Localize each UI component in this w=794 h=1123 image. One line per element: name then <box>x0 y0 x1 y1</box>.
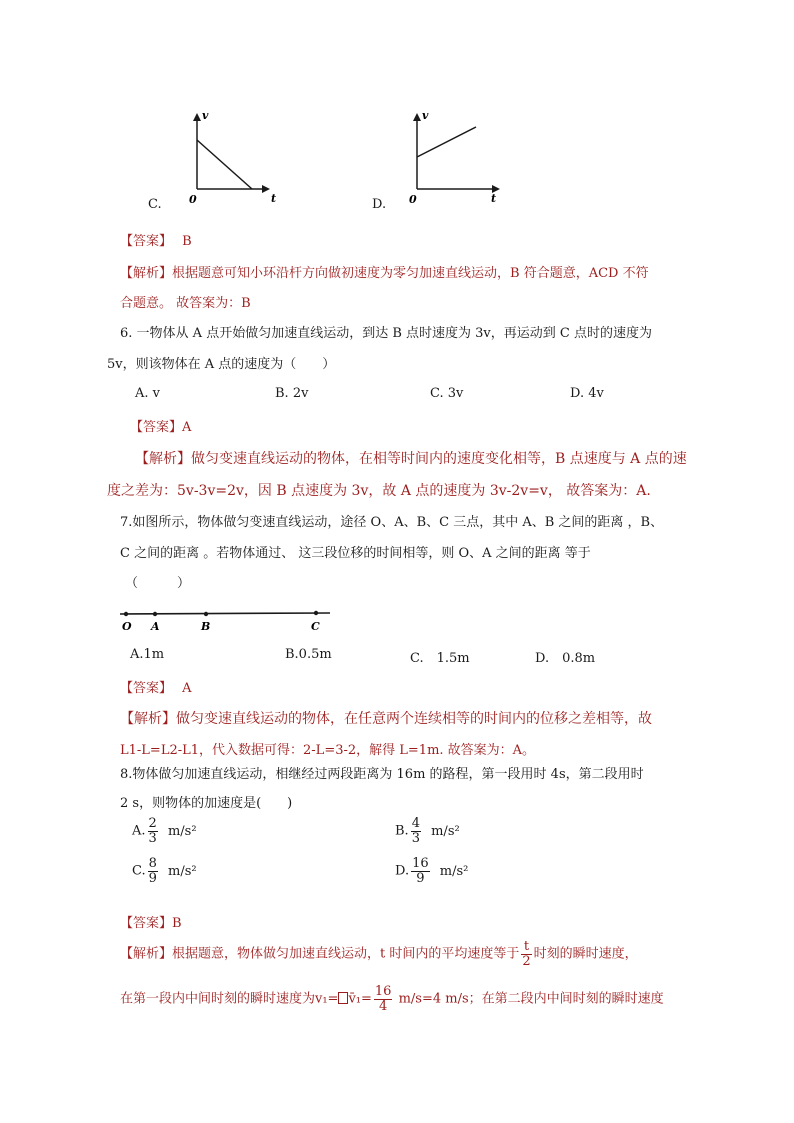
graph-c <box>140 105 300 215</box>
fraction-denominator: 4 <box>379 998 388 1014</box>
analysis-text: 在第一段内中间时刻的瞬时速度为v₁= <box>120 991 339 1007</box>
graph-d-t-label: t <box>491 192 497 205</box>
fraction-denominator: 9 <box>416 870 425 886</box>
answer-value: B <box>172 916 182 931</box>
q6-analysis-line2: 度之差为：5v-3v=2v，因 B 点速度为 3v，故 A 点的速度为 3v-2v=v， 故答案为：A. <box>107 483 651 499</box>
analysis-text: 做匀变速直线运动的物体，在任意两个连续相等的时间内的位移之差相等，故 <box>176 711 652 727</box>
analysis-text: 根据题意，物体做匀加速直线运动，t 时间内的平均速度等于 <box>172 946 520 962</box>
point-c-label: C <box>311 620 320 633</box>
avg-velocity-symbol: v̄₁= <box>348 991 372 1007</box>
answer-label: 【答案】 <box>120 681 173 696</box>
q7-stem-line2: C 之间的距离 。若物体通过、 这三段位移的时间相等，则 O、A 之间的距离 等于 <box>120 546 591 561</box>
analysis-text: 根据题意可知小环沿杆方向做初速度为零匀加速直线运动，B 符合题意，ACD 不符 <box>172 266 649 281</box>
q5-analysis-line1 <box>120 262 649 281</box>
q7-stem-line1: 7.如图所示，物体做匀变速直线运动，途径 O、A、B、C 三点，其中 A、B 之间的距离 ，B、 <box>120 515 664 530</box>
analysis-label: 【解析】 <box>120 266 173 281</box>
answer-value: A <box>182 420 192 435</box>
q6-answer <box>130 416 191 435</box>
q7-option-c: C. 1.5m <box>410 651 470 666</box>
option-prefix: C. <box>132 863 146 879</box>
fraction-numerator: t <box>521 940 531 955</box>
option-fraction <box>148 817 158 845</box>
graph-c-v-label: v <box>202 109 209 122</box>
q8-stem-line2: 2 s，则物体的加速度是( ) <box>120 796 293 811</box>
fraction-numerator: 4 <box>411 816 420 831</box>
option-unit: m/s² <box>168 863 197 879</box>
graph-c-t-label: t <box>271 192 277 205</box>
analysis-text-cont: m/s=4 m/s；在第二段内中间时刻的瞬时速度 <box>394 991 664 1007</box>
q6-option-d: D. 4v <box>570 386 604 401</box>
point-o-label: O <box>122 620 132 633</box>
half-time-fraction <box>521 940 531 968</box>
option-fraction <box>411 857 430 885</box>
analysis-label: 【解析】 <box>120 711 176 727</box>
point-b-label: B <box>201 620 211 633</box>
q8-answer <box>120 912 182 931</box>
q8-option-b <box>395 817 460 845</box>
option-fraction <box>411 817 421 845</box>
option-prefix: B. <box>395 823 409 839</box>
q8-stem-line1: 8.物体做匀加速直线运动，相继经过两段距离为 16m 的路程，第一段用时 4s，第二段用时 <box>120 767 644 782</box>
fraction-denominator: 3 <box>411 830 420 846</box>
q7-option-b: B.0.5m <box>285 647 332 662</box>
graph-d-v-label: v <box>422 109 429 122</box>
option-unit: m/s² <box>431 823 460 839</box>
q6-stem-line2: 5v，则该物体在 A 点的速度为（ ） <box>107 357 336 372</box>
answer-label: 【答案】 <box>120 916 173 931</box>
fraction-numerator: 16 <box>412 856 429 871</box>
q7-answer <box>120 677 192 696</box>
fraction-denominator: 2 <box>522 953 531 969</box>
q7-line-svg <box>118 600 338 636</box>
missing-glyph-box <box>338 992 348 1004</box>
fraction-numerator: 2 <box>148 816 157 831</box>
option-prefix: D. <box>395 863 410 879</box>
analysis-text-cont: 时刻的瞬时速度， <box>533 946 638 962</box>
graph-c-label: C. <box>148 197 162 212</box>
q8-analysis-line2 <box>120 985 664 1013</box>
analysis-label: 【解析】 <box>135 451 191 467</box>
q7-option-a: A.1m <box>130 647 165 662</box>
q8-option-c <box>132 857 197 885</box>
answer-label: 【答案】 <box>130 420 183 435</box>
fraction-denominator: 3 <box>148 830 157 846</box>
analysis-label: 【解析】 <box>120 946 173 962</box>
graph-d-origin: 0 <box>409 193 417 206</box>
q6-option-c: C. 3v <box>430 386 464 401</box>
q5-answer <box>120 230 192 249</box>
answer-label: 【答案】 <box>120 234 173 249</box>
q8-option-a <box>132 817 197 845</box>
q6-analysis-line1 <box>135 448 687 468</box>
option-unit: m/s² <box>439 863 469 879</box>
velocity-fraction <box>374 985 393 1013</box>
fraction-denominator: 9 <box>148 870 157 886</box>
q5-analysis-line2: 合题意。 故答案为：B <box>120 296 251 311</box>
fraction-numerator: 8 <box>148 856 157 871</box>
q7-analysis-line1 <box>120 708 652 728</box>
q7-analysis-line2: L1-L=L2-L1，代入数据可得：2-L=3-2，解得 L=1m. 故答案为：A。 <box>120 743 536 758</box>
answer-value: A <box>182 681 192 696</box>
graph-c-svg <box>140 105 300 215</box>
graph-c-origin: 0 <box>189 193 197 206</box>
option-fraction <box>148 857 158 885</box>
q8-option-d <box>395 857 468 885</box>
q8-analysis-line1 <box>120 940 638 968</box>
q6-stem-line1: 6. 一物体从 A 点开始做匀加速直线运动，到达 B 点时速度为 3v，再运动到 C 点时的速度为 <box>120 326 652 341</box>
answer-value: B <box>182 234 192 249</box>
q6-option-b: B. 2v <box>275 386 309 401</box>
q7-line-diagram <box>118 600 338 636</box>
point-a-label: A <box>151 620 160 633</box>
option-unit: m/s² <box>167 823 197 839</box>
q7-option-d: D. 0.8m <box>535 651 596 666</box>
graph-d-label: D. <box>372 197 387 212</box>
option-prefix: A. <box>132 823 146 839</box>
q7-stem-line3: （ ） <box>125 576 191 591</box>
fraction-numerator: 16 <box>374 984 392 999</box>
q6-option-a: A. v <box>135 386 160 401</box>
analysis-text: 做匀变速直线运动的物体，在相等时间内的速度变化相等，B 点速度与 A 点的速 <box>191 451 687 467</box>
